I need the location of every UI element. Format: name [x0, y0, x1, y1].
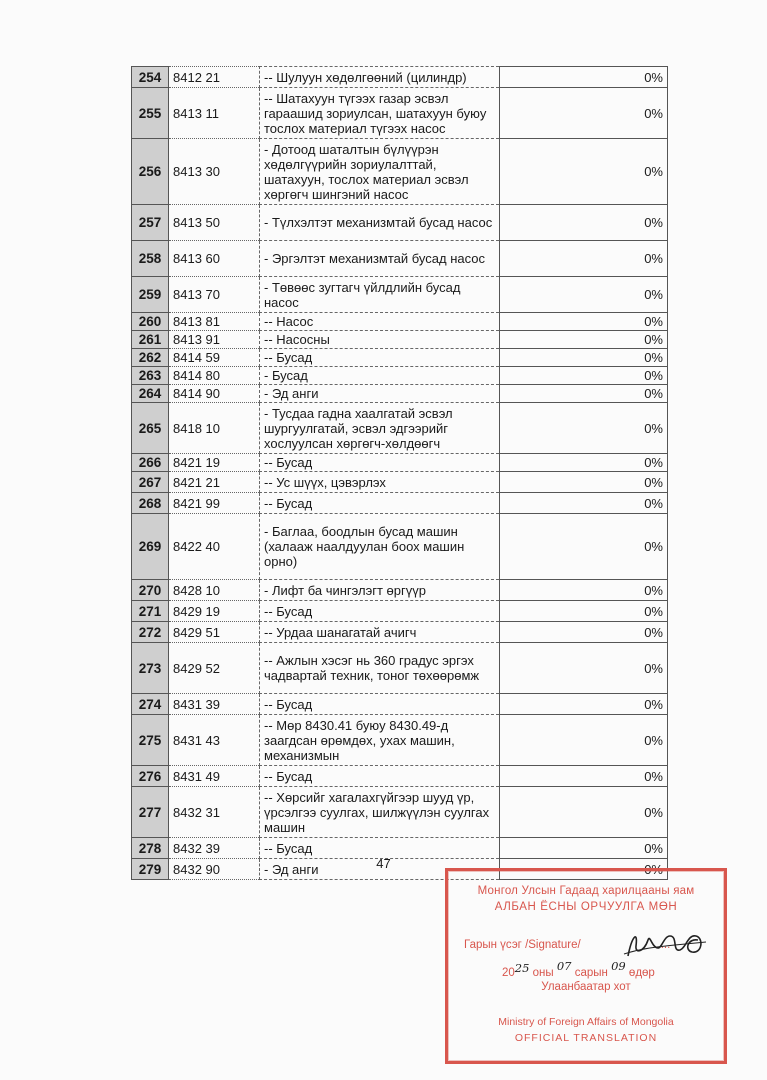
item-description: -- Насос — [260, 313, 500, 331]
item-description: -- Хөрсийг хагалахгүйгээр шууд үр, үрсэлгээ суулгах, шилжүүлэн суулгах машин — [260, 787, 500, 838]
stamp-signature-dots: ... — [660, 939, 671, 951]
stamp-ministry-mn: Монгол Улсын Гадаад харилцааны яам — [477, 885, 695, 897]
table-row — [132, 472, 668, 493]
item-description: - Тусдаа гадна хаалгатай эсвэл шургуулгатай, эсвэл эдгээрийг хослуулсан хөргөгч-хөлдөөгч — [260, 403, 500, 454]
table-row — [132, 622, 668, 643]
row-number: 258 — [132, 241, 169, 277]
row-number: 277 — [132, 787, 169, 838]
stamp-month-label: сарын — [574, 967, 608, 979]
item-description: -- Бусад — [260, 493, 500, 514]
row-number: 262 — [132, 349, 169, 367]
item-description: - Лифт ба чингэлэгт өргүүр — [260, 580, 500, 601]
row-number: 279 — [132, 859, 169, 880]
table-row — [132, 277, 668, 313]
tariff-rate: 0% — [500, 385, 668, 403]
hs-code: 8421 99 — [169, 493, 260, 514]
tariff-rate: 0% — [500, 580, 668, 601]
stamp-official-en: OFFICIAL TRANSLATION — [514, 1032, 658, 1044]
hs-code: 8431 39 — [169, 694, 260, 715]
tariff-rate: 0% — [500, 331, 668, 349]
row-number: 272 — [132, 622, 169, 643]
hs-code: 8413 30 — [169, 139, 260, 205]
row-number: 268 — [132, 493, 169, 514]
hs-code: 8418 10 — [169, 403, 260, 454]
table-row — [132, 367, 668, 385]
table-row — [132, 766, 668, 787]
stamp-official-mn: АЛБАН ЁСНЫ ОРЧУУЛГА МӨН — [494, 901, 678, 913]
hs-code: 8414 90 — [169, 385, 260, 403]
row-number: 275 — [132, 715, 169, 766]
item-description: - Түлхэлтэт механизмтай бусад насос — [260, 205, 500, 241]
row-number: 263 — [132, 367, 169, 385]
tariff-rate: 0% — [500, 67, 668, 88]
item-description: - Дотоод шаталтын бүлүүрэн хөдөлгүүрийн зориулалттай, шатахуун, тослох материал эсвэл хөргөгч шингэний насос — [260, 139, 500, 205]
table-row — [132, 331, 668, 349]
hs-code: 8431 43 — [169, 715, 260, 766]
item-description: -- Бусад — [260, 766, 500, 787]
table-row — [132, 694, 668, 715]
row-number: 271 — [132, 601, 169, 622]
tariff-rate: 0% — [500, 277, 668, 313]
table-row — [132, 643, 668, 694]
tariff-rate: 0% — [500, 493, 668, 514]
item-description: -- Шулуун хөдөлгөөний (цилиндр) — [260, 67, 500, 88]
tariff-rate: 0% — [500, 601, 668, 622]
tariff-rate: 0% — [500, 622, 668, 643]
stamp-day-label: өдөр — [628, 967, 655, 979]
item-description: -- Бусад — [260, 838, 500, 859]
row-number: 259 — [132, 277, 169, 313]
tariff-rate: 0% — [500, 349, 668, 367]
item-description: -- Бусад — [260, 454, 500, 472]
row-number: 267 — [132, 472, 169, 493]
row-number: 266 — [132, 454, 169, 472]
hs-code: 8428 10 — [169, 580, 260, 601]
item-description: -- Шатахуун түгээх газар эсвэл гараашид зориулсан, шатахуун буюу тослох материал түгээх насос — [260, 88, 500, 139]
tariff-rate: 0% — [500, 514, 668, 580]
tariff-rate: 0% — [500, 139, 668, 205]
row-number: 261 — [132, 331, 169, 349]
hs-code: 8413 11 — [169, 88, 260, 139]
hs-code: 8422 40 — [169, 514, 260, 580]
handwritten-month: 07 — [556, 959, 572, 973]
table-row — [132, 241, 668, 277]
row-number: 269 — [132, 514, 169, 580]
tariff-rate: 0% — [500, 766, 668, 787]
item-description: - Баглаа, боодлын бусад машин (халааж наалдуулан боох машин орно) — [260, 514, 500, 580]
table-row — [132, 493, 668, 514]
row-number: 274 — [132, 694, 169, 715]
table-row — [132, 139, 668, 205]
hs-code: 8421 21 — [169, 472, 260, 493]
page-number: 47 — [376, 856, 391, 871]
stamp-year-prefix: 20 — [502, 967, 515, 979]
stamp-year-label: оны — [532, 967, 554, 979]
tariff-rate: 0% — [500, 838, 668, 859]
tariff-table — [131, 66, 668, 880]
hs-code: 8413 81 — [169, 313, 260, 331]
hs-code: 8413 60 — [169, 241, 260, 277]
tariff-rate: 0% — [500, 472, 668, 493]
hs-code: 8432 31 — [169, 787, 260, 838]
item-description: - Төвөөс зугтагч үйлдлийн бусад насос — [260, 277, 500, 313]
tariff-rate: 0% — [500, 367, 668, 385]
tariff-rate: 0% — [500, 859, 668, 880]
hs-code: 8429 51 — [169, 622, 260, 643]
hs-code: 8414 59 — [169, 349, 260, 367]
row-number: 278 — [132, 838, 169, 859]
item-description: -- Бусад — [260, 601, 500, 622]
table-row — [132, 67, 668, 88]
tariff-rate: 0% — [500, 787, 668, 838]
item-description: - Эд анги — [260, 859, 500, 880]
table-row — [132, 88, 668, 139]
table-row — [132, 514, 668, 580]
row-number: 270 — [132, 580, 169, 601]
row-number: 254 — [132, 67, 169, 88]
hs-code: 8432 39 — [169, 838, 260, 859]
item-description: -- Урдаа шанагатай ачигч — [260, 622, 500, 643]
row-number: 260 — [132, 313, 169, 331]
tariff-rate: 0% — [500, 643, 668, 694]
hs-code: 8414 80 — [169, 367, 260, 385]
row-number: 265 — [132, 403, 169, 454]
handwritten-signature — [622, 926, 708, 962]
item-description: -- Бусад — [260, 349, 500, 367]
hs-code: 8429 52 — [169, 643, 260, 694]
item-description: - Эргэлтэт механизмтай бусад насос — [260, 241, 500, 277]
hs-code: 8429 19 — [169, 601, 260, 622]
table-row — [132, 313, 668, 331]
hs-code: 8432 90 — [169, 859, 260, 880]
table-row — [132, 601, 668, 622]
row-number: 276 — [132, 766, 169, 787]
tariff-rate: 0% — [500, 715, 668, 766]
handwritten-day: 09 — [611, 959, 626, 973]
row-number: 257 — [132, 205, 169, 241]
table-row — [132, 205, 668, 241]
hs-code: 8421 19 — [169, 454, 260, 472]
item-description: -- Ус шүүх, цэвэрлэх — [260, 472, 500, 493]
stamp-city: Улаанбаатар хот — [541, 981, 631, 993]
item-description: -- Насосны — [260, 331, 500, 349]
table-row — [132, 385, 668, 403]
stamp-date-line — [502, 959, 655, 979]
item-description: - Бусад — [260, 367, 500, 385]
hs-code: 8413 91 — [169, 331, 260, 349]
table-row — [132, 580, 668, 601]
tariff-rate: 0% — [500, 241, 668, 277]
tariff-rate: 0% — [500, 313, 668, 331]
row-number: 256 — [132, 139, 169, 205]
hs-code: 8412 21 — [169, 67, 260, 88]
tariff-rate: 0% — [500, 403, 668, 454]
table-row — [132, 349, 668, 367]
tariff-rate: 0% — [500, 454, 668, 472]
item-description: -- Бусад — [260, 694, 500, 715]
row-number: 264 — [132, 385, 169, 403]
stamp-signature-label: Гарын үсэг /Signature/ — [464, 939, 581, 951]
hs-code: 8413 50 — [169, 205, 260, 241]
official-translation-stamp — [445, 868, 727, 1064]
hs-code: 8413 70 — [169, 277, 260, 313]
stamp-ministry-en: Ministry of Foreign Affairs of Mongolia — [498, 1016, 674, 1028]
table-row — [132, 715, 668, 766]
tariff-rate: 0% — [500, 88, 668, 139]
tariff-rate: 0% — [500, 205, 668, 241]
tariff-rate: 0% — [500, 694, 668, 715]
row-number: 255 — [132, 88, 169, 139]
item-description: -- Мөр 8430.41 буюу 8430.49-д заагдсан өрөмдөх, ухах машин, механизмын — [260, 715, 500, 766]
row-number: 273 — [132, 643, 169, 694]
table-row — [132, 454, 668, 472]
table-row — [132, 403, 668, 454]
hs-code: 8431 49 — [169, 766, 260, 787]
table-row — [132, 787, 668, 838]
item-description: -- Ажлын хэсэг нь 360 градус эргэх чадвартай техник, тоног төхөөрөмж — [260, 643, 500, 694]
handwritten-year: 25 — [514, 961, 530, 975]
item-description: - Эд анги — [260, 385, 500, 403]
